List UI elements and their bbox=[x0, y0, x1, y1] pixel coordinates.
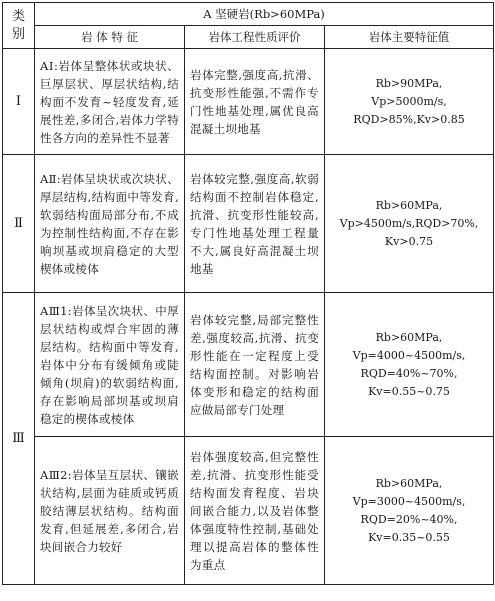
value-line: RQD>85%,Kv>0.85 bbox=[353, 112, 465, 126]
class-column-header: 类别 bbox=[3, 3, 35, 49]
value-line: Kv=0.35~0.55 bbox=[368, 530, 450, 544]
rock-classification-table bbox=[2, 2, 494, 585]
evaluation-cell: 岩体较完整,强度高,软弱结构面不控制岩体稳定,抗滑、抗变形性能较高,专门性地基处理工程量不大,属良好高混凝土坝地基 bbox=[185, 155, 325, 293]
value-line: Kv=0.55~0.75 bbox=[368, 384, 450, 398]
value-line: Rb>60MPa, bbox=[375, 198, 443, 212]
value-line: Vp>4500m/s,RQD>70%, bbox=[339, 216, 479, 230]
evaluation-cell: 岩体较完整,局部完整性差,强度较高,抗滑、抗变形性能在一定程度上受结构面控制。对影响岩体变形和稳定的结构面应做局部专门处理 bbox=[185, 293, 325, 437]
value-line: Kv>0.75 bbox=[384, 234, 434, 248]
value-line: Rb>60MPa, bbox=[375, 476, 443, 490]
table-row bbox=[3, 293, 494, 437]
value-line: RQD=20%~40%, bbox=[360, 512, 458, 526]
feature-cell: AⅢ2:岩体呈互层状、镶嵌状结构,层面为硅质或钙质胶结薄层状结构。结构面发育,但延展差,多闭合,岩块间嵌合力较好 bbox=[35, 437, 185, 585]
table-row bbox=[3, 437, 494, 585]
evaluation-column-header: 岩体工程性质评价 bbox=[185, 26, 325, 49]
feature-cell: AⅡ:岩体呈块状或次块状、厚层结构,结构面中等发育,软弱结构面局部分布,不成为控制性结构面,不存在影响坝基或坝肩稳定的大型楔体或棱体 bbox=[35, 155, 185, 293]
value-line: Rb>60MPa, bbox=[375, 330, 443, 344]
value-line: Vp=4000~4500m/s, bbox=[352, 348, 466, 362]
header-row-top bbox=[3, 3, 494, 26]
evaluation-cell: 岩体完整,强度高,抗滑、抗变形性能强,不需作专门性地基处理,属优良高混凝土坝地基 bbox=[185, 49, 325, 155]
class-cell: Ⅱ bbox=[3, 155, 35, 293]
values-cell bbox=[325, 49, 494, 155]
value-line: Vp>5000m/s, bbox=[371, 94, 447, 108]
value-line: Rb>90MPa, bbox=[375, 76, 443, 90]
value-line: RQD=40%~70%, bbox=[360, 366, 458, 380]
class-cell: Ⅰ bbox=[3, 49, 35, 155]
values-cell bbox=[325, 155, 494, 293]
values-column-header: 岩体主要特征值 bbox=[325, 26, 494, 49]
header-row-columns bbox=[3, 26, 494, 49]
group-header: A 坚硬岩(Rb>60MPa) bbox=[35, 3, 494, 26]
feature-column-header: 岩 体 特 征 bbox=[35, 26, 185, 49]
value-line: Vp=3000~4500m/s, bbox=[352, 494, 466, 508]
values-cell bbox=[325, 437, 494, 585]
feature-cell: AⅢ1:岩体呈次块状、中厚层状结构或焊合牢固的薄层结构。结构面中等发育,岩体中分布有缓倾角或陡倾角(坝肩)的软弱结构面,存在影响局部坝基或坝肩稳定的楔体或棱体 bbox=[35, 293, 185, 437]
feature-cell: AⅠ:岩体呈整体状或块状、巨厚层状、厚层状结构,结构面不发育~轻度发育,延展性差,多闭合,岩体力学特性各方向的差异性不显著 bbox=[35, 49, 185, 155]
table-row bbox=[3, 155, 494, 293]
values-cell bbox=[325, 293, 494, 437]
class-cell: Ⅲ bbox=[3, 293, 35, 585]
table-row bbox=[3, 49, 494, 155]
evaluation-cell: 岩体强度较高,但完整性差,抗滑、抗变形性能受结构面发育程度、岩块间嵌合能力,以及岩体整体强度特性控制,基础处理以提高岩体的整体性为重点 bbox=[185, 437, 325, 585]
